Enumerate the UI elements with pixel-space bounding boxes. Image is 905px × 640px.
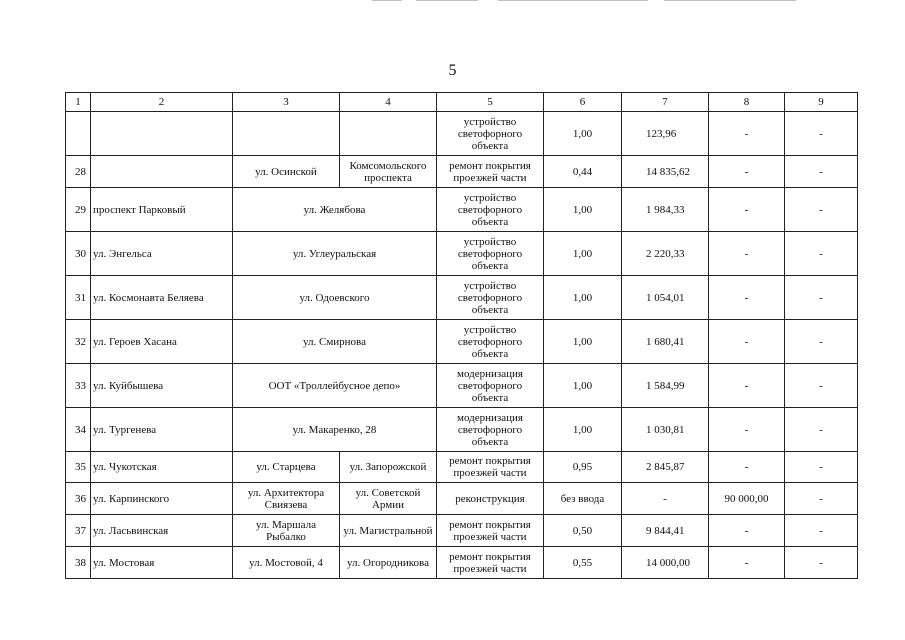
row-number: 38	[66, 547, 91, 579]
row-number: 32	[66, 320, 91, 364]
section-to-cell: Комсомольского проспекта	[340, 156, 437, 188]
length-cell: 1,00	[544, 320, 622, 364]
length-cell: 0,44	[544, 156, 622, 188]
section-to-cell	[340, 112, 437, 156]
cost-cell: 1 984,33	[622, 188, 709, 232]
scan-artifact-line	[498, 0, 648, 1]
street-cell: ул. Энгельса	[91, 232, 233, 276]
scan-artifact-line	[416, 0, 478, 1]
page-number: 5	[448, 62, 457, 79]
street-cell: ул. Ласьвинская	[91, 515, 233, 547]
street-cell	[91, 112, 233, 156]
intersection-cell: ул. Смирнова	[233, 320, 437, 364]
col9-cell: -	[785, 408, 858, 452]
cost-cell: 2 220,33	[622, 232, 709, 276]
col8-cell: -	[709, 276, 785, 320]
col9-cell: -	[785, 112, 858, 156]
header-cell: 2	[91, 93, 233, 112]
cost-cell: 14 835,62	[622, 156, 709, 188]
length-cell: 1,00	[544, 364, 622, 408]
col8-cell: -	[709, 112, 785, 156]
cost-cell: 1 680,41	[622, 320, 709, 364]
table-row	[66, 156, 858, 188]
table-row	[66, 452, 858, 483]
scan-artifact-line	[664, 0, 796, 1]
cost-cell: 2 845,87	[622, 452, 709, 483]
street-cell: ул. Карпинского	[91, 483, 233, 515]
col8-cell: -	[709, 547, 785, 579]
row-number: 37	[66, 515, 91, 547]
street-cell: ул. Тургенева	[91, 408, 233, 452]
row-number: 31	[66, 276, 91, 320]
col9-cell: -	[785, 452, 858, 483]
header-cell: 9	[785, 93, 858, 112]
row-number: 34	[66, 408, 91, 452]
work-type-cell: модернизация светофорного объекта	[437, 408, 544, 452]
header-cell: 6	[544, 93, 622, 112]
street-cell: ул. Космонавта Беляева	[91, 276, 233, 320]
cost-cell: 123,96	[622, 112, 709, 156]
table-row	[66, 483, 858, 515]
row-number: 36	[66, 483, 91, 515]
section-from-cell: ул. Маршала Рыбалко	[233, 515, 340, 547]
section-to-cell: ул. Огородникова	[340, 547, 437, 579]
col9-cell: -	[785, 320, 858, 364]
col9-cell: -	[785, 515, 858, 547]
cost-cell: 1 584,99	[622, 364, 709, 408]
table-row	[66, 364, 858, 408]
col9-cell: -	[785, 188, 858, 232]
length-cell: 1,00	[544, 188, 622, 232]
intersection-cell: ООТ «Троллейбусное депо»	[233, 364, 437, 408]
col9-cell: -	[785, 547, 858, 579]
length-cell: 0,50	[544, 515, 622, 547]
work-type-cell: устройство светофорного объекта	[437, 276, 544, 320]
header-cell: 7	[622, 93, 709, 112]
header-cell: 1	[66, 93, 91, 112]
street-cell: проспект Парковый	[91, 188, 233, 232]
length-cell: 0,95	[544, 452, 622, 483]
section-from-cell: ул. Архитектора Свиязева	[233, 483, 340, 515]
section-from-cell	[233, 112, 340, 156]
work-type-cell: реконструкция	[437, 483, 544, 515]
intersection-cell: ул. Макаренко, 28	[233, 408, 437, 452]
table-row	[66, 320, 858, 364]
row-number: 29	[66, 188, 91, 232]
street-cell: ул. Чукотская	[91, 452, 233, 483]
col8-cell: -	[709, 232, 785, 276]
work-type-cell: ремонт покрытия проезжей части	[437, 156, 544, 188]
col9-cell: -	[785, 483, 858, 515]
street-cell: ул. Героев Хасана	[91, 320, 233, 364]
table-row	[66, 232, 858, 276]
street-cell: ул. Куйбышева	[91, 364, 233, 408]
section-to-cell: ул. Магистральной	[340, 515, 437, 547]
table-row	[66, 515, 858, 547]
col8-cell: -	[709, 364, 785, 408]
header-cell: 5	[437, 93, 544, 112]
section-from-cell: ул. Мостовой, 4	[233, 547, 340, 579]
header-cell: 4	[340, 93, 437, 112]
table-row	[66, 408, 858, 452]
col8-cell: -	[709, 515, 785, 547]
row-number: 28	[66, 156, 91, 188]
work-type-cell: устройство светофорного объекта	[437, 112, 544, 156]
cost-cell: 1 030,81	[622, 408, 709, 452]
scan-artifact-line	[372, 0, 402, 1]
street-cell: ул. Мостовая	[91, 547, 233, 579]
intersection-cell: ул. Углеуральская	[233, 232, 437, 276]
row-number: 35	[66, 452, 91, 483]
cost-cell: 1 054,01	[622, 276, 709, 320]
header-cell: 3	[233, 93, 340, 112]
col8-cell: -	[709, 320, 785, 364]
col8-cell: -	[709, 188, 785, 232]
length-cell: 1,00	[544, 232, 622, 276]
section-from-cell: ул. Осинской	[233, 156, 340, 188]
row-number: 30	[66, 232, 91, 276]
length-cell: 0,55	[544, 547, 622, 579]
length-cell: без ввода	[544, 483, 622, 515]
col8-cell: -	[709, 156, 785, 188]
table-row	[66, 547, 858, 579]
data-table	[65, 92, 858, 579]
col9-cell: -	[785, 156, 858, 188]
work-type-cell: ремонт покрытия проезжей части	[437, 547, 544, 579]
col8-cell: -	[709, 452, 785, 483]
col9-cell: -	[785, 232, 858, 276]
cost-cell: 14 000,00	[622, 547, 709, 579]
cost-cell: 9 844,41	[622, 515, 709, 547]
row-number: 33	[66, 364, 91, 408]
section-to-cell: ул. Советской Армии	[340, 483, 437, 515]
length-cell: 1,00	[544, 408, 622, 452]
work-type-cell: ремонт покрытия проезжей части	[437, 452, 544, 483]
header-row	[66, 93, 858, 112]
col8-cell: 90 000,00	[709, 483, 785, 515]
section-from-cell: ул. Старцева	[233, 452, 340, 483]
work-type-cell: модернизация светофорного объекта	[437, 364, 544, 408]
cost-cell: -	[622, 483, 709, 515]
table-row	[66, 276, 858, 320]
intersection-cell: ул. Желябова	[233, 188, 437, 232]
col9-cell: -	[785, 364, 858, 408]
street-cell	[91, 156, 233, 188]
work-type-cell: ремонт покрытия проезжей части	[437, 515, 544, 547]
col9-cell: -	[785, 276, 858, 320]
table-row	[66, 188, 858, 232]
length-cell: 1,00	[544, 112, 622, 156]
col8-cell: -	[709, 408, 785, 452]
intersection-cell: ул. Одоевского	[233, 276, 437, 320]
length-cell: 1,00	[544, 276, 622, 320]
work-type-cell: устройство светофорного объекта	[437, 320, 544, 364]
section-to-cell: ул. Запорожской	[340, 452, 437, 483]
table-row	[66, 112, 858, 156]
work-type-cell: устройство светофорного объекта	[437, 188, 544, 232]
work-type-cell: устройство светофорного объекта	[437, 232, 544, 276]
row-number	[66, 112, 91, 156]
header-cell: 8	[709, 93, 785, 112]
